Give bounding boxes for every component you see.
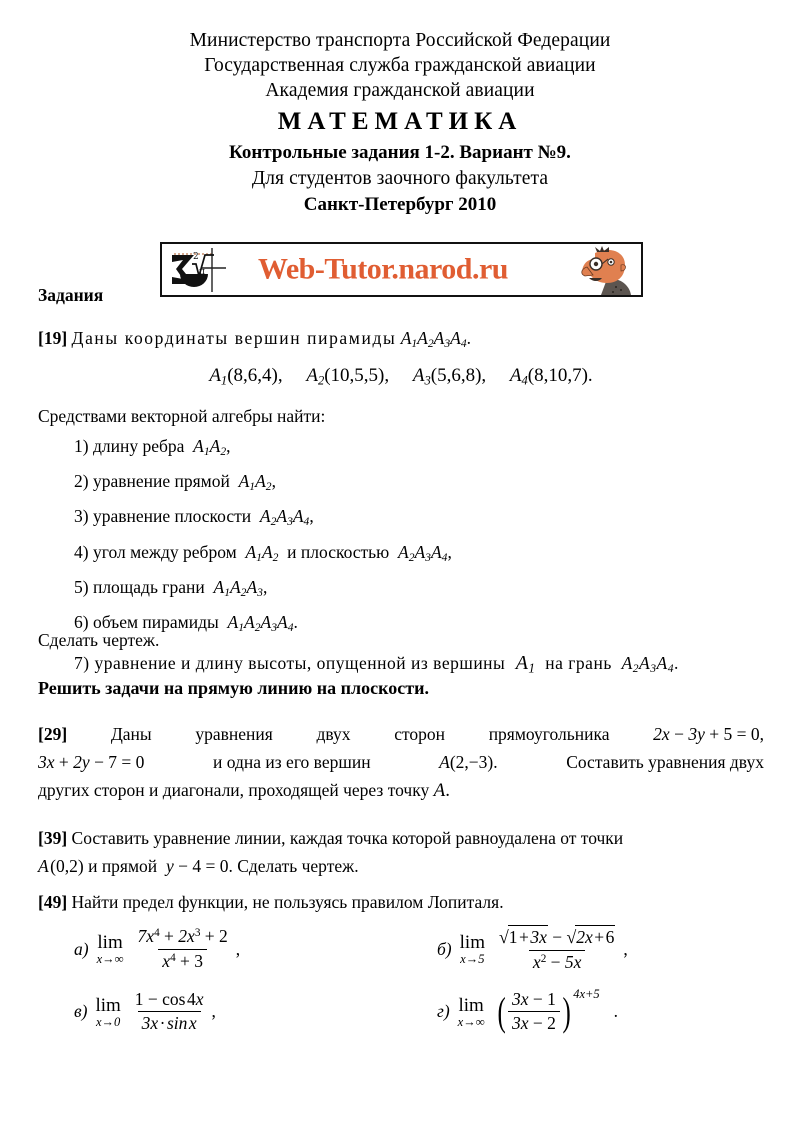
limit-b-label: б) bbox=[437, 938, 452, 959]
task-29-equation-1: 2x − 3y + 5 = 0, bbox=[653, 724, 764, 744]
task-19-subitem-3 bbox=[38, 502, 738, 537]
task-29-word-5: прямоугольника bbox=[488, 724, 610, 744]
subitem-3-math: $A_2A_3A_4$, bbox=[255, 506, 314, 529]
task-29-line-1 bbox=[38, 722, 764, 747]
task-29-word-1: Даны bbox=[110, 724, 152, 744]
task-19-intro bbox=[38, 326, 764, 357]
subitem-7-num: 7) bbox=[74, 653, 90, 674]
limit-g-fraction bbox=[508, 989, 560, 1035]
subitem-2-math: $A_1A_2$, bbox=[234, 471, 276, 494]
limit-b-operator bbox=[460, 933, 485, 966]
task-19-subitem-4 bbox=[38, 538, 738, 573]
limit-g-exponent: 4x+5 bbox=[573, 987, 600, 1002]
section-heading-line-problems: Решить задачи на прямую линию на плоскости. bbox=[38, 678, 429, 698]
limit-a-trailing: , bbox=[235, 938, 241, 959]
task-19-subitem-5 bbox=[38, 573, 738, 608]
subitem-1-text: длину ребра bbox=[92, 436, 185, 456]
limit-g-lim: lim bbox=[458, 994, 484, 1016]
header-academy: Академия гражданской авиации bbox=[265, 80, 535, 101]
task-49-tag: [49] bbox=[38, 892, 68, 912]
subitem-4-num: 4) bbox=[74, 541, 89, 562]
subitem-2-num: 2) bbox=[74, 471, 89, 492]
cartoon-face-icon bbox=[571, 245, 637, 295]
document-header bbox=[0, 0, 800, 218]
limit-g-label: г) bbox=[437, 1001, 450, 1022]
task-29-word-3: двух bbox=[316, 724, 351, 744]
task-29-word-8: других сторон и диагонали, проходящей через точку bbox=[38, 780, 430, 800]
subitem-3-text: уравнение плоскости bbox=[92, 506, 252, 527]
limits-row-2 bbox=[38, 989, 764, 1035]
vertex-a2: $A_2(10,5,5)$, bbox=[306, 365, 390, 388]
limit-b-fraction bbox=[495, 925, 619, 973]
limit-g-denominator: 3x − 2 bbox=[508, 1011, 560, 1034]
subitem-4-text: угол между ребром bbox=[92, 541, 237, 562]
right-paren: ) bbox=[562, 989, 571, 1035]
task-39-tail: Сделать чертеж. bbox=[237, 856, 359, 876]
header-city-year: Санкт-Петербург 2010 bbox=[303, 194, 497, 215]
limit-b-sqrt-2: √2x + 6 bbox=[566, 927, 615, 947]
limit-b-denominator: $x^2 - 5x$ bbox=[529, 950, 586, 973]
limit-a-lim: lim bbox=[97, 931, 123, 953]
svg-text:2: 2 bbox=[193, 252, 199, 262]
limit-a-approach: x→∞ bbox=[96, 951, 124, 966]
limits-grid bbox=[38, 925, 764, 1047]
subitem-3-num: 3) bbox=[74, 506, 89, 527]
subitem-5-math: $A_1A_2A_3$, bbox=[209, 576, 268, 600]
task-29-word-4: сторон bbox=[394, 724, 446, 744]
subitem-6-text: объем пирамиды bbox=[92, 612, 219, 633]
limit-a-denominator: $x^4 + 3$ bbox=[158, 949, 207, 972]
task-39-line-equation: y − 4 = 0. bbox=[161, 856, 233, 876]
task-29-word-2: уравнения bbox=[195, 724, 273, 744]
task-19-intro-text: Даны координаты вершин пирамиды bbox=[71, 328, 397, 348]
left-paren: ( bbox=[497, 989, 506, 1035]
document-subject-title: МАТЕМАТИКА bbox=[277, 108, 523, 135]
limit-b-approach: x→5 bbox=[460, 951, 485, 966]
task-39-point: A (0,2) bbox=[38, 856, 84, 876]
task-49-prompt: Найти предел функции, не пользуясь правилом Лопиталя. bbox=[71, 892, 504, 912]
task-29-line-2 bbox=[38, 750, 764, 775]
subitem-1-num: 1) bbox=[74, 436, 89, 456]
limit-a-numerator: $7x^4 + 2x^3 + 2$ bbox=[137, 926, 228, 947]
subitem-7-text: уравнение и длину высоты, опущенной из вершины bbox=[94, 653, 506, 674]
header-audience: Для студентов заочного факультета bbox=[251, 168, 549, 189]
sigma-radical-logo-icon bbox=[168, 246, 230, 294]
task-39-line-2 bbox=[38, 854, 764, 879]
task-19-footer: Сделать чертеж. bbox=[38, 630, 160, 650]
task-19-pyramid-label: $A_1A_2A_3A_4$. bbox=[400, 328, 471, 351]
limit-b-sqrt-1: √1 + 3x bbox=[498, 927, 547, 947]
limit-g bbox=[401, 989, 764, 1035]
task-29-vertex: A(2,−3). bbox=[439, 752, 498, 772]
task-19-subitem-2 bbox=[38, 467, 738, 502]
limit-v-numerator: 1 − cos 4x bbox=[134, 989, 204, 1010]
subitem-7-math-a: $A_1$ bbox=[510, 652, 536, 676]
subitem-6-math: $A_1A_2A_3A_4$. bbox=[223, 612, 298, 635]
task-29-point: A. bbox=[433, 780, 450, 801]
limit-v-denominator: 3x · sin x bbox=[138, 1011, 201, 1034]
limit-v bbox=[38, 989, 401, 1035]
task-39-body bbox=[38, 826, 764, 879]
limit-v-fraction bbox=[131, 989, 208, 1035]
svg-text:π: π bbox=[199, 267, 205, 277]
limit-g-operator bbox=[458, 996, 485, 1029]
banner-inner bbox=[162, 244, 641, 295]
subitem-6-num: 6) bbox=[74, 612, 89, 633]
subitem-5-num: 5) bbox=[74, 576, 89, 597]
task-29-equation-2: 3x + 2y − 7 = 0 bbox=[38, 752, 145, 772]
subitem-7-conj: на грань bbox=[540, 653, 612, 674]
subitem-2-text: уравнение прямой bbox=[92, 471, 230, 492]
limit-g-numerator: 3x − 1 bbox=[511, 989, 556, 1010]
limit-b-numerator: √1 + 3x − √2x + 6 bbox=[498, 927, 615, 947]
task-19-subitem-1 bbox=[38, 432, 738, 467]
task-39-tag: [39] bbox=[38, 828, 68, 848]
task-49-body bbox=[38, 890, 764, 915]
subitem-4-math-b: $A_2A_3A_4$, bbox=[393, 541, 452, 564]
task-39-mid: и прямой bbox=[88, 856, 158, 876]
task-19-coordinates bbox=[38, 363, 764, 394]
header-ministry: Министерство транспорта Российской Федерации bbox=[189, 30, 611, 51]
vertex-a4: $A_4(8,10,7)$. bbox=[509, 365, 593, 388]
task-29-body bbox=[38, 722, 764, 803]
limit-v-label: в) bbox=[74, 1001, 88, 1022]
limit-a-operator bbox=[97, 933, 124, 966]
subitem-4-conj: и плоскостью bbox=[282, 541, 390, 562]
limit-b-lim: lim bbox=[459, 931, 485, 953]
limit-a bbox=[38, 925, 401, 973]
section-label-zadaniya: Задания bbox=[38, 285, 104, 305]
header-assignment: Контрольные задания 1-2. Вариант №9. bbox=[229, 142, 571, 163]
web-tutor-banner[interactable] bbox=[160, 242, 643, 297]
task-29-word-7: Составить уравнения двух bbox=[566, 752, 764, 772]
limit-v-approach: x→0 bbox=[95, 1014, 121, 1029]
limit-v-lim: lim bbox=[95, 994, 121, 1016]
limit-g-approach: x→∞ bbox=[457, 1014, 485, 1029]
limit-b bbox=[401, 925, 764, 973]
subitem-1-math: $A_1A_2$, bbox=[188, 436, 231, 459]
task-19-instruction: Средствами векторной алгебры найти: bbox=[38, 406, 326, 426]
limit-v-operator bbox=[95, 996, 120, 1029]
limit-g-trailing: . bbox=[613, 1001, 619, 1022]
subitem-4-math-a: $A_1A_2$ bbox=[241, 541, 279, 564]
limit-g-expression bbox=[495, 989, 600, 1035]
limits-row-1 bbox=[38, 925, 764, 973]
limit-v-trailing: , bbox=[211, 1001, 216, 1022]
header-service: Государственная служба гражданской авиации bbox=[204, 55, 596, 76]
task-29-word-6: и одна из его вершин bbox=[213, 752, 371, 772]
task-39-text: Составить уравнение линии, каждая точка которой равноудалена от точки bbox=[71, 828, 624, 848]
subitem-5-text: площадь грани bbox=[92, 576, 205, 597]
vertex-a1: $A_1(8,6,4)$, bbox=[209, 365, 283, 388]
vertex-a3: $A_3(5,6,8)$, bbox=[412, 365, 487, 388]
banner-site-text[interactable]: Web-Tutor.narod.ru bbox=[258, 251, 508, 285]
task-19-tag: [19] bbox=[38, 328, 68, 348]
limit-a-fraction bbox=[134, 926, 232, 972]
subitem-7-math-b: $A_2A_3A_4$. bbox=[616, 653, 679, 676]
limit-a-label: а) bbox=[74, 938, 89, 959]
limit-b-trailing: , bbox=[623, 938, 628, 959]
task-39-line-1 bbox=[38, 826, 764, 851]
task-29-tag: [29] bbox=[38, 724, 68, 744]
task-29-line-3 bbox=[38, 778, 764, 803]
